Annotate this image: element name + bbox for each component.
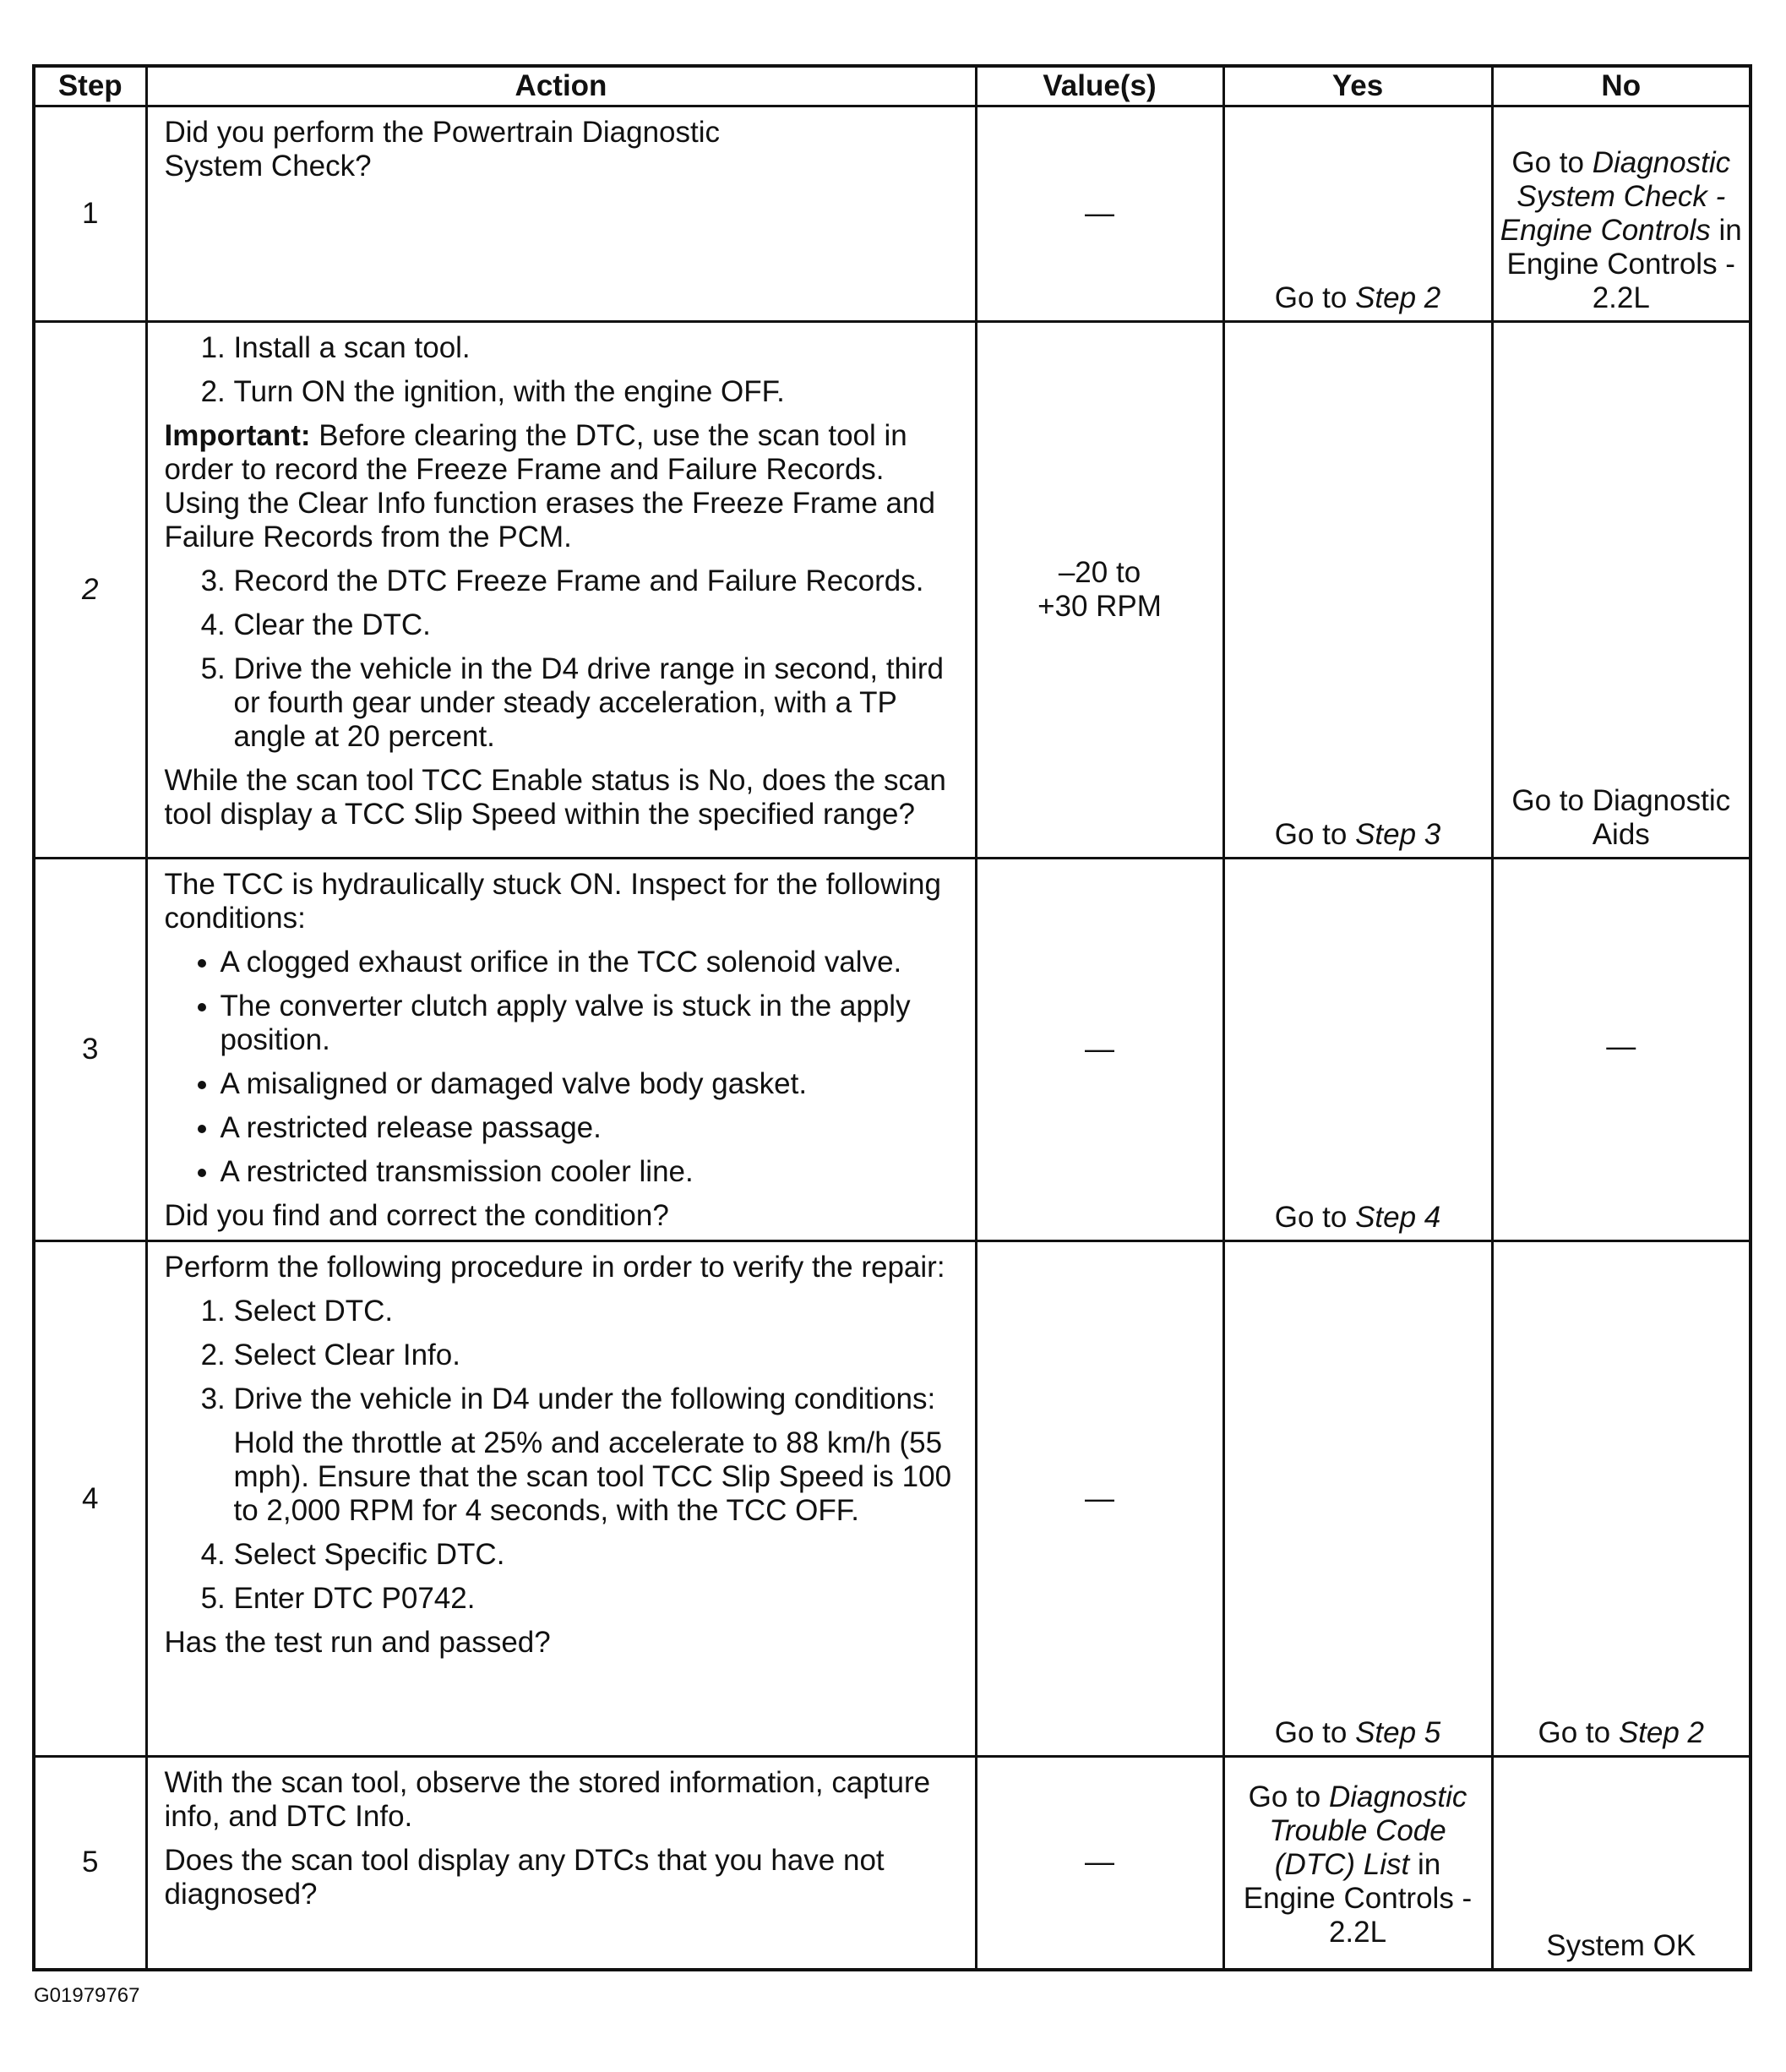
- action-question: Does the scan tool display any DTCs that you have not diagnosed?: [164, 1844, 885, 1911]
- action-question: Has the test run and passed?: [164, 1626, 551, 1659]
- no-prefix: Go to: [1511, 146, 1593, 179]
- action-cell: [146, 106, 976, 322]
- list-item: • The converter clutch apply valve is stuck in the apply position.: [221, 990, 958, 1057]
- action-cell: [146, 1757, 976, 1970]
- step-number: 5: [34, 1757, 146, 1970]
- action-question: While the scan tool TCC Enable status is No, does the scan tool display a TCC Slip Speed within the specified range?: [164, 764, 946, 831]
- list-item: 2. Turn ON the ignition, with the engine OFF.: [234, 375, 958, 409]
- diagnostic-table: [32, 64, 1752, 1971]
- action-question: Did you perform the Powertrain Diagnostic System Check?: [164, 116, 721, 183]
- no-suffix: in Engine Controls - 2.2L: [1506, 214, 1742, 314]
- no-link[interactable]: Step 2: [1618, 1716, 1705, 1749]
- header-action: Action: [146, 66, 976, 106]
- list-item: 1. Install a scan tool.: [234, 331, 958, 365]
- table-row-step-2: [34, 322, 1751, 859]
- yes-link[interactable]: Step 5: [1355, 1716, 1441, 1749]
- procedure-list: [165, 331, 958, 409]
- table-row-step-4: [34, 1241, 1751, 1757]
- list-item: 4. Select Specific DTC.: [234, 1538, 958, 1572]
- yes-link[interactable]: Step 2: [1355, 281, 1441, 314]
- list-item: 5. Drive the vehicle in the D4 drive range in second, third or fourth gear under steady acceleration, with a TP angle at 20 percent.: [234, 652, 958, 754]
- important-note: [165, 419, 958, 554]
- header-row: [34, 66, 1751, 106]
- no-cell: —: [1492, 859, 1751, 1241]
- yes-prefix: Go to: [1274, 1201, 1356, 1234]
- important-label: Important:: [164, 419, 311, 452]
- yes-prefix: Go to: [1248, 1780, 1329, 1813]
- no-cell: [1492, 1241, 1751, 1757]
- procedure-list: [165, 1295, 958, 1416]
- value-cell: [976, 322, 1223, 859]
- value-line: +30 RPM: [1037, 590, 1162, 623]
- value-cell: —: [976, 1757, 1223, 1970]
- yes-link[interactable]: Diagnostic Trouble Code (DTC) List: [1269, 1780, 1467, 1881]
- list-item: 5. Enter DTC P0742.: [234, 1582, 958, 1616]
- no-cell: [1492, 106, 1751, 322]
- action-intro: With the scan tool, observe the stored information, capture info, and DTC Info.: [164, 1766, 931, 1833]
- value-line: –20 to: [1058, 556, 1141, 589]
- yes-cell: [1223, 1241, 1492, 1757]
- action-cell: [146, 322, 976, 859]
- yes-cell: [1223, 859, 1492, 1241]
- action-intro: The TCC is hydraulically stuck ON. Inspect for the following conditions:: [164, 868, 941, 935]
- header-step: Step: [34, 66, 146, 106]
- value-cell: —: [976, 859, 1223, 1241]
- list-item: 4. Clear the DTC.: [234, 608, 958, 642]
- action-cell: [146, 859, 976, 1241]
- yes-cell: [1223, 322, 1492, 859]
- header-no: No: [1492, 66, 1751, 106]
- list-item: • A misaligned or damaged valve body gasket.: [221, 1067, 958, 1101]
- action-cell: [146, 1241, 976, 1757]
- no-link[interactable]: Diagnostic System Check - Engine Controls: [1500, 146, 1731, 247]
- yes-cell: [1223, 1757, 1492, 1970]
- table-row-step-3: [34, 859, 1751, 1241]
- action-intro: Perform the following procedure in order to verify the repair:: [164, 1251, 945, 1284]
- figure-id: G01979767: [34, 1984, 140, 2007]
- conditions-list: [165, 946, 958, 1189]
- value-cell: —: [976, 106, 1223, 322]
- table-row-step-1: [34, 106, 1751, 322]
- list-item: 2. Select Clear Info.: [234, 1339, 958, 1372]
- procedure-list: [165, 564, 958, 754]
- table-row-step-5: [34, 1757, 1751, 1970]
- yes-prefix: Go to: [1274, 281, 1356, 314]
- yes-cell: [1223, 106, 1492, 322]
- header-yes: Yes: [1223, 66, 1492, 106]
- yes-prefix: Go to: [1274, 1716, 1356, 1749]
- step-number: 1: [34, 106, 146, 322]
- value-cell: —: [976, 1241, 1223, 1757]
- list-item: • A restricted transmission cooler line.: [221, 1155, 958, 1189]
- no-prefix: Go to: [1538, 1716, 1619, 1749]
- step-number: 3: [34, 859, 146, 1241]
- no-cell[interactable]: Go to Diagnostic Aids: [1492, 322, 1751, 859]
- yes-suffix: in Engine Controls - 2.2L: [1243, 1847, 1473, 1949]
- yes-link[interactable]: Step 4: [1355, 1201, 1441, 1234]
- header-values: Value(s): [976, 66, 1223, 106]
- step-number: 4: [34, 1241, 146, 1757]
- list-item: 1. Select DTC.: [234, 1295, 958, 1328]
- important-text: Before clearing the DTC, use the scan tool in order to record the Freeze Frame and Failure Records. Using the Clear Info function erases the Freeze Frame and Failure Records from the PCM.: [164, 419, 935, 553]
- procedure-list: [165, 1538, 958, 1616]
- action-question: Did you find and correct the condition?: [164, 1199, 669, 1232]
- step-number: 2: [34, 322, 146, 859]
- yes-link[interactable]: Step 3: [1355, 818, 1441, 851]
- sub-instruction: Hold the throttle at 25% and accelerate to 88 km/h (55 mph). Ensure that the scan tool TCC Slip Speed is 100 to 2,000 RPM for 4 seconds, with the TCC OFF.: [233, 1426, 952, 1527]
- list-item: 3. Drive the vehicle in D4 under the following conditions:: [234, 1382, 958, 1416]
- list-item: 3. Record the DTC Freeze Frame and Failure Records.: [234, 564, 958, 598]
- list-item: • A restricted release passage.: [221, 1111, 958, 1145]
- no-cell: System OK: [1492, 1757, 1751, 1970]
- list-item: • A clogged exhaust orifice in the TCC solenoid valve.: [221, 946, 958, 979]
- yes-prefix: Go to: [1274, 818, 1356, 851]
